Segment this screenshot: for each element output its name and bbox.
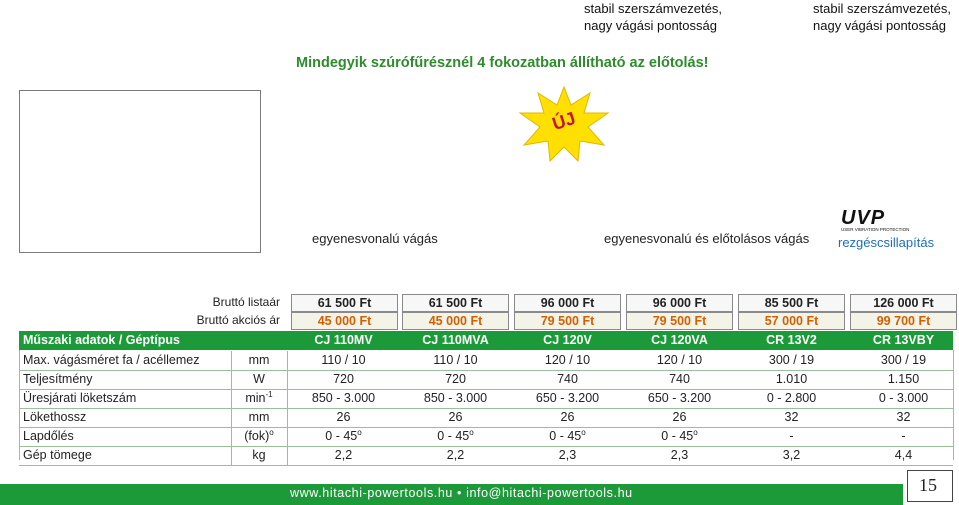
uvp-logo-subtext: USER VIBRATION PROTECTION [841,227,910,232]
spec-value-superscript: o [469,427,474,437]
spec-value-text: 3,2 [782,448,801,462]
spec-value-text: 32 [896,410,911,424]
spec-value-text: 740 [669,372,690,386]
list-price-row [291,294,941,312]
spec-unit-text: mm [248,410,270,424]
new-badge [518,85,610,163]
spec-value-text: 26 [448,410,463,424]
spec-header-label: Műszaki adatok / Géptípus [23,333,180,347]
spec-value-text: 300 / 19 [880,353,927,367]
footer-contact: www.hitachi-powertools.hu • info@hitachi-powertools.hu [290,486,633,500]
list-price-cell: 85 500 Ft [738,294,845,312]
sale-price-cell: 99 700 Ft [850,312,957,330]
spec-value-text: 850 - 3.000 [311,391,376,405]
spec-value-text: 850 - 3.000 [423,391,488,405]
spec-unit-superscript: o [269,427,274,437]
spec-value-superscript: o [693,427,698,437]
spec-value-text: 4,4 [894,448,913,462]
feature-straight-feed-cut: egyenesvonalú és előtolásos vágás [604,231,810,246]
spec-value-text: 2,2 [446,448,465,462]
spec-value-text: 0 - 2.800 [766,391,817,405]
spec-value-text: 650 - 3.200 [647,391,712,405]
spec-value-text: 300 / 19 [768,353,815,367]
spec-value-text: 120 / 10 [656,353,703,367]
spec-name: Lökethossz [23,410,87,424]
spec-unit-superscript: -1 [265,389,273,399]
list-price-cell: 61 500 Ft [402,294,509,312]
sale-price-cell: 79 500 Ft [626,312,733,330]
spec-unit-text: (fok) [244,429,270,443]
spec-value-text: 720 [445,372,466,386]
spec-value-text: 1.010 [775,372,808,386]
uvp-logo [841,209,913,233]
page-number: 15 [919,475,937,495]
sale-price-label: Bruttó akciós ár [196,313,280,327]
sale-price-row [291,312,941,330]
spec-value-text: - [901,429,906,443]
new-badge-text: ÚJ [549,107,578,135]
spec-value-text: 2,3 [558,448,577,462]
spec-table-header [19,331,953,350]
list-price-label: Bruttó listaár [212,295,280,309]
spec-name: Teljesítmény [23,372,93,386]
sale-price-cell: 45 000 Ft [402,312,509,330]
top-note-right-line2: nagy vágási pontosság [813,18,946,33]
spec-name: Max. vágásméret fa / acéllemez [23,353,200,367]
model-header: CJ 110MV [314,333,373,347]
spec-value-text: 32 [784,410,799,424]
spec-value-text: 2,3 [670,448,689,462]
spec-value-text: 720 [333,372,354,386]
feature-vibration-damping: rezgéscsillapítás [838,235,935,250]
spec-unit-text: kg [252,448,266,462]
model-header: CR 13VBY [872,333,935,347]
sale-price-cell: 79 500 Ft [514,312,621,330]
spec-unit-text: W [253,372,265,386]
top-note-right-line1: stabil szerszámvezetés, [813,1,951,16]
spec-value-text: 740 [557,372,578,386]
top-note-left-line1: stabil szerszámvezetés, [584,1,722,16]
spec-name: Gép tömege [23,448,92,462]
model-header: CJ 120VA [651,333,708,347]
spec-value-text: 0 - 3.000 [878,391,929,405]
spec-value-text: - [789,429,794,443]
model-header: CJ 110MVA [422,333,489,347]
feature-straight-cut: egyenesvonalú vágás [312,231,438,246]
top-note-left-line2: nagy vágási pontosság [584,18,717,33]
list-price-cell: 126 000 Ft [850,294,957,312]
spec-value-text: 110 / 10 [321,353,366,367]
headline: Mindegyik szúrófűrésznél 4 fokozatban állítható az előtolás! [296,55,709,71]
spec-value-text: 0 - 45 [661,429,694,443]
spec-value-text: 110 / 10 [433,353,478,367]
spec-table-border [19,350,954,460]
spec-value-text: 0 - 45 [437,429,470,443]
spec-value-text: 120 / 10 [544,353,591,367]
sale-price-cell: 45 000 Ft [291,312,398,330]
spec-value-text: 2,2 [334,448,353,462]
list-price-cell: 61 500 Ft [291,294,398,312]
spec-name: Lapdőlés [23,429,74,443]
spec-value-text: 650 - 3.200 [535,391,600,405]
model-header: CJ 120V [543,333,592,347]
spec-unit-text: min [245,391,266,405]
spec-value-text: 26 [672,410,687,424]
list-price-cell: 96 000 Ft [626,294,733,312]
list-price-cell: 96 000 Ft [514,294,621,312]
sale-price-cell: 57 000 Ft [738,312,845,330]
product-image-frame [19,90,261,253]
spec-value-text: 26 [336,410,351,424]
spec-name: Üresjárati löketszám [23,391,137,405]
spec-value-text: 26 [560,410,575,424]
top-note-left [584,0,722,34]
top-note-right [813,0,951,34]
spec-value-text: 0 - 45 [549,429,582,443]
spec-value-superscript: o [581,427,586,437]
uvp-logo-text: UVP [841,207,886,229]
spec-value-superscript: o [357,427,362,437]
spec-unit-text: mm [248,353,270,367]
model-header: CR 13V2 [766,333,817,347]
spec-value-text: 0 - 45 [325,429,358,443]
spec-value-text: 1.150 [887,372,920,386]
